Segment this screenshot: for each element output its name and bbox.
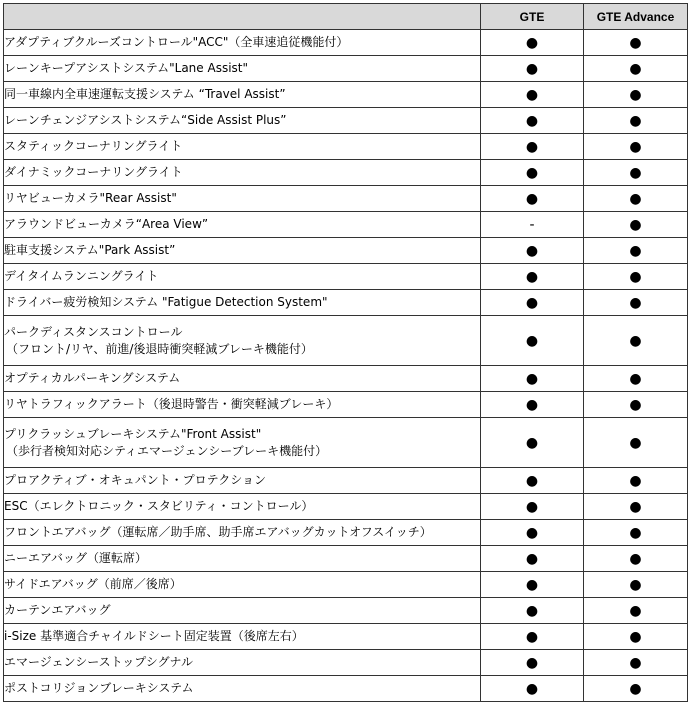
feature-cell: [4, 520, 481, 546]
gte-advance-availability-mark: ●: [584, 56, 688, 82]
gte-advance-availability-mark: ●: [584, 572, 688, 598]
gte-availability-mark: ●: [481, 520, 584, 546]
feature-name: プリクラッシュブレーキシステム"Front Assist": [4, 426, 262, 441]
gte-availability-mark: ●: [481, 160, 584, 186]
gte-availability-mark: ●: [481, 316, 584, 366]
table-row: [4, 290, 688, 316]
gte-availability-mark: ●: [481, 598, 584, 624]
gte-advance-availability-mark: ●: [584, 468, 688, 494]
gte-availability-mark: ●: [481, 624, 584, 650]
gte-advance-availability-mark: ●: [584, 82, 688, 108]
gte-advance-availability-mark: ●: [584, 494, 688, 520]
table-row: [4, 186, 688, 212]
gte-availability-mark: ●: [481, 468, 584, 494]
feature-cell: [4, 392, 481, 418]
table-row: [4, 418, 688, 468]
table-row: [4, 598, 688, 624]
gte-availability-mark: ●: [481, 134, 584, 160]
gte-advance-availability-mark: ●: [584, 366, 688, 392]
gte-column-header: GTE: [481, 4, 584, 30]
gte-availability-mark: ●: [481, 366, 584, 392]
feature-name: ダイナミックコーナリングライト: [4, 165, 183, 179]
gte-advance-availability-mark: ●: [584, 160, 688, 186]
gte-availability-mark: ●: [481, 546, 584, 572]
feature-cell: [4, 624, 481, 650]
feature-cell: [4, 316, 481, 366]
table-row: [4, 264, 688, 290]
table-row: [4, 676, 688, 702]
feature-cell: [4, 546, 481, 572]
gte-availability-mark: ●: [481, 30, 584, 56]
feature-detail: （歩行者検知対応シティエマージェンシーブレーキ機能付）: [6, 443, 328, 458]
table-row: [4, 572, 688, 598]
gte-advance-availability-mark: ●: [584, 290, 688, 316]
table-row: [4, 316, 688, 366]
gte-availability-mark: ●: [481, 418, 584, 468]
feature-name: デイタイムランニングライト: [4, 269, 159, 283]
feature-cell: [4, 468, 481, 494]
table-row: [4, 520, 688, 546]
feature-name: スタティックコーナリングライト: [4, 139, 183, 153]
feature-name: 同一車線内全車速運転支援システム “Travel Assist”: [4, 87, 286, 101]
gte-advance-availability-mark: ●: [584, 624, 688, 650]
feature-cell: [4, 494, 481, 520]
gte-availability-mark: -: [481, 212, 584, 238]
gte-advance-availability-mark: ●: [584, 650, 688, 676]
gte-advance-availability-mark: ●: [584, 30, 688, 56]
feature-name: リヤビューカメラ"Rear Assist": [4, 191, 177, 205]
gte-advance-column-header: GTE Advance: [584, 4, 688, 30]
gte-advance-availability-mark: ●: [584, 212, 688, 238]
table-row: [4, 494, 688, 520]
feature-cell: [4, 160, 481, 186]
feature-detail: （フロント/リヤ、前進/後退時衝突軽減ブレーキ機能付）: [6, 341, 313, 356]
feature-name: i-Size 基準適合チャイルドシート固定装置（後席左右）: [4, 629, 304, 643]
gte-advance-availability-mark: ●: [584, 520, 688, 546]
feature-cell: [4, 650, 481, 676]
feature-name: サイドエアバッグ（前席／後席）: [4, 577, 182, 591]
gte-advance-availability-mark: ●: [584, 546, 688, 572]
gte-availability-mark: ●: [481, 238, 584, 264]
table-row: [4, 238, 688, 264]
feature-cell: [4, 366, 481, 392]
feature-name: カーテンエアバッグ: [4, 603, 111, 617]
feature-name: レーンチェンジアシストシステム“Side Assist Plus”: [4, 113, 287, 127]
feature-cell: [4, 598, 481, 624]
feature-cell: [4, 290, 481, 316]
feature-cell: [4, 264, 481, 290]
feature-name: パークディスタンスコントロール: [4, 324, 183, 339]
feature-name: ニーエアバッグ（運転席）: [4, 551, 148, 565]
feature-name: ドライバー疲労検知システム "Fatigue Detection System": [4, 295, 328, 309]
feature-cell: [4, 30, 481, 56]
feature-name: フロントエアバッグ（運転席／助手席、助手席エアバッグカットオフスイッチ）: [4, 525, 432, 539]
gte-advance-availability-mark: ●: [584, 186, 688, 212]
gte-advance-availability-mark: ●: [584, 418, 688, 468]
table-row: [4, 468, 688, 494]
gte-availability-mark: ●: [481, 572, 584, 598]
gte-advance-availability-mark: ●: [584, 676, 688, 702]
gte-advance-availability-mark: ●: [584, 108, 688, 134]
feature-cell: [4, 186, 481, 212]
feature-name: ESC（エレクトロニック・スタビリティ・コントロール）: [4, 499, 314, 513]
gte-availability-mark: ●: [481, 186, 584, 212]
feature-name: アラウンドビューカメラ“Area View”: [4, 217, 209, 231]
feature-cell: [4, 676, 481, 702]
table-row: [4, 366, 688, 392]
table-header-row: [4, 4, 688, 30]
feature-name: レーンキープアシストシステム"Lane Assist": [4, 61, 249, 75]
table-row: [4, 82, 688, 108]
feature-name: 駐車支援システム"Park Assist”: [4, 243, 176, 257]
feature-cell: [4, 82, 481, 108]
table-row: [4, 392, 688, 418]
feature-name: エマージェンシーストップシグナル: [4, 655, 193, 669]
table-row: [4, 624, 688, 650]
gte-availability-mark: ●: [481, 56, 584, 82]
table-row: [4, 160, 688, 186]
feature-cell: [4, 108, 481, 134]
gte-availability-mark: ●: [481, 392, 584, 418]
feature-cell: [4, 212, 481, 238]
table-row: [4, 134, 688, 160]
table-row: [4, 108, 688, 134]
gte-availability-mark: ●: [481, 290, 584, 316]
feature-name: アダプティブクルーズコントロール"ACC"（全車速追従機能付）: [4, 35, 349, 49]
table-row: [4, 650, 688, 676]
gte-advance-availability-mark: ●: [584, 316, 688, 366]
gte-availability-mark: ●: [481, 676, 584, 702]
table-row: [4, 30, 688, 56]
table-row: [4, 56, 688, 82]
feature-cell: [4, 238, 481, 264]
table-row: [4, 212, 688, 238]
feature-cell: [4, 134, 481, 160]
gte-advance-availability-mark: ●: [584, 598, 688, 624]
gte-availability-mark: ●: [481, 264, 584, 290]
feature-name: プロアクティブ・オキュパント・プロテクション: [4, 473, 266, 487]
table-row: [4, 546, 688, 572]
gte-advance-availability-mark: ●: [584, 134, 688, 160]
feature-column-header: [4, 4, 481, 30]
feature-cell: [4, 418, 481, 468]
gte-availability-mark: ●: [481, 494, 584, 520]
feature-name: ポストコリジョンブレーキシステム: [4, 681, 194, 695]
feature-cell: [4, 56, 481, 82]
gte-advance-availability-mark: ●: [584, 392, 688, 418]
gte-availability-mark: ●: [481, 108, 584, 134]
gte-advance-availability-mark: ●: [584, 238, 688, 264]
feature-name: オプティカルパーキングシステム: [4, 371, 181, 385]
gte-advance-availability-mark: ●: [584, 264, 688, 290]
spec-table-container: [3, 3, 688, 702]
feature-cell: [4, 572, 481, 598]
gte-availability-mark: ●: [481, 650, 584, 676]
gte-availability-mark: ●: [481, 82, 584, 108]
safety-equipment-table: [3, 3, 688, 702]
feature-name: リヤトラフィックアラート（後退時警告・衝突軽減ブレーキ）: [4, 397, 339, 411]
